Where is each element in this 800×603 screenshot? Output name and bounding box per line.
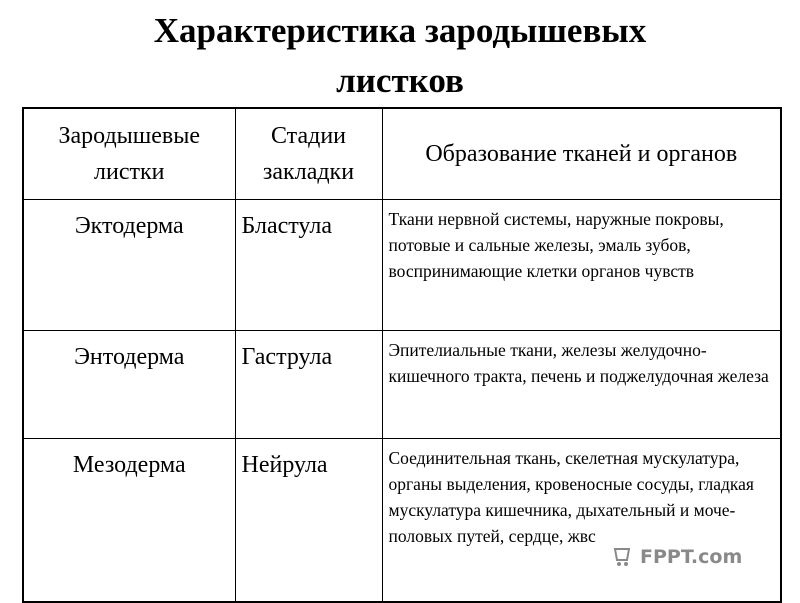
table-row [23, 439, 781, 603]
cell-layer: Мезодерма [23, 439, 235, 603]
header-stages: Стадии закладки [235, 108, 382, 200]
header-germ-layers: Зародышевые листки [23, 108, 235, 200]
header-organs: Образование тканей и органов [382, 108, 781, 200]
table-header-row [23, 108, 781, 200]
page-title-line-2: листков [336, 61, 464, 100]
cell-organs: Эпителиальные ткани, железы желудочно-кишечного тракта, печень и поджелудочная железа [382, 331, 781, 439]
cell-stage: Бластула [235, 200, 382, 331]
cell-stage: Гаструла [235, 331, 382, 439]
cell-stage: Нейрула [235, 439, 382, 603]
cell-layer: Энтодерма [23, 331, 235, 439]
germ-layers-table [22, 107, 782, 603]
watermark-text: FPPT.com [640, 546, 743, 568]
table-row [23, 200, 781, 331]
cell-layer: Эктодерма [23, 200, 235, 331]
page-title-line-1: Характеристика зародышевых [153, 11, 647, 50]
page-title [0, 6, 800, 106]
cell-organs: Соединительная ткань, скелетная мускулатура, органы выделения, кровеносные сосуды, гладкая мускулатура кишечника, дыхательный и моче-половых путей, сердце, жвс [382, 439, 781, 603]
cell-organs: Ткани нервной системы, наружные покровы, потовые и сальные железы, эмаль зубов, воспринимающие клетки органов чувств [382, 200, 781, 331]
table-row [23, 331, 781, 439]
